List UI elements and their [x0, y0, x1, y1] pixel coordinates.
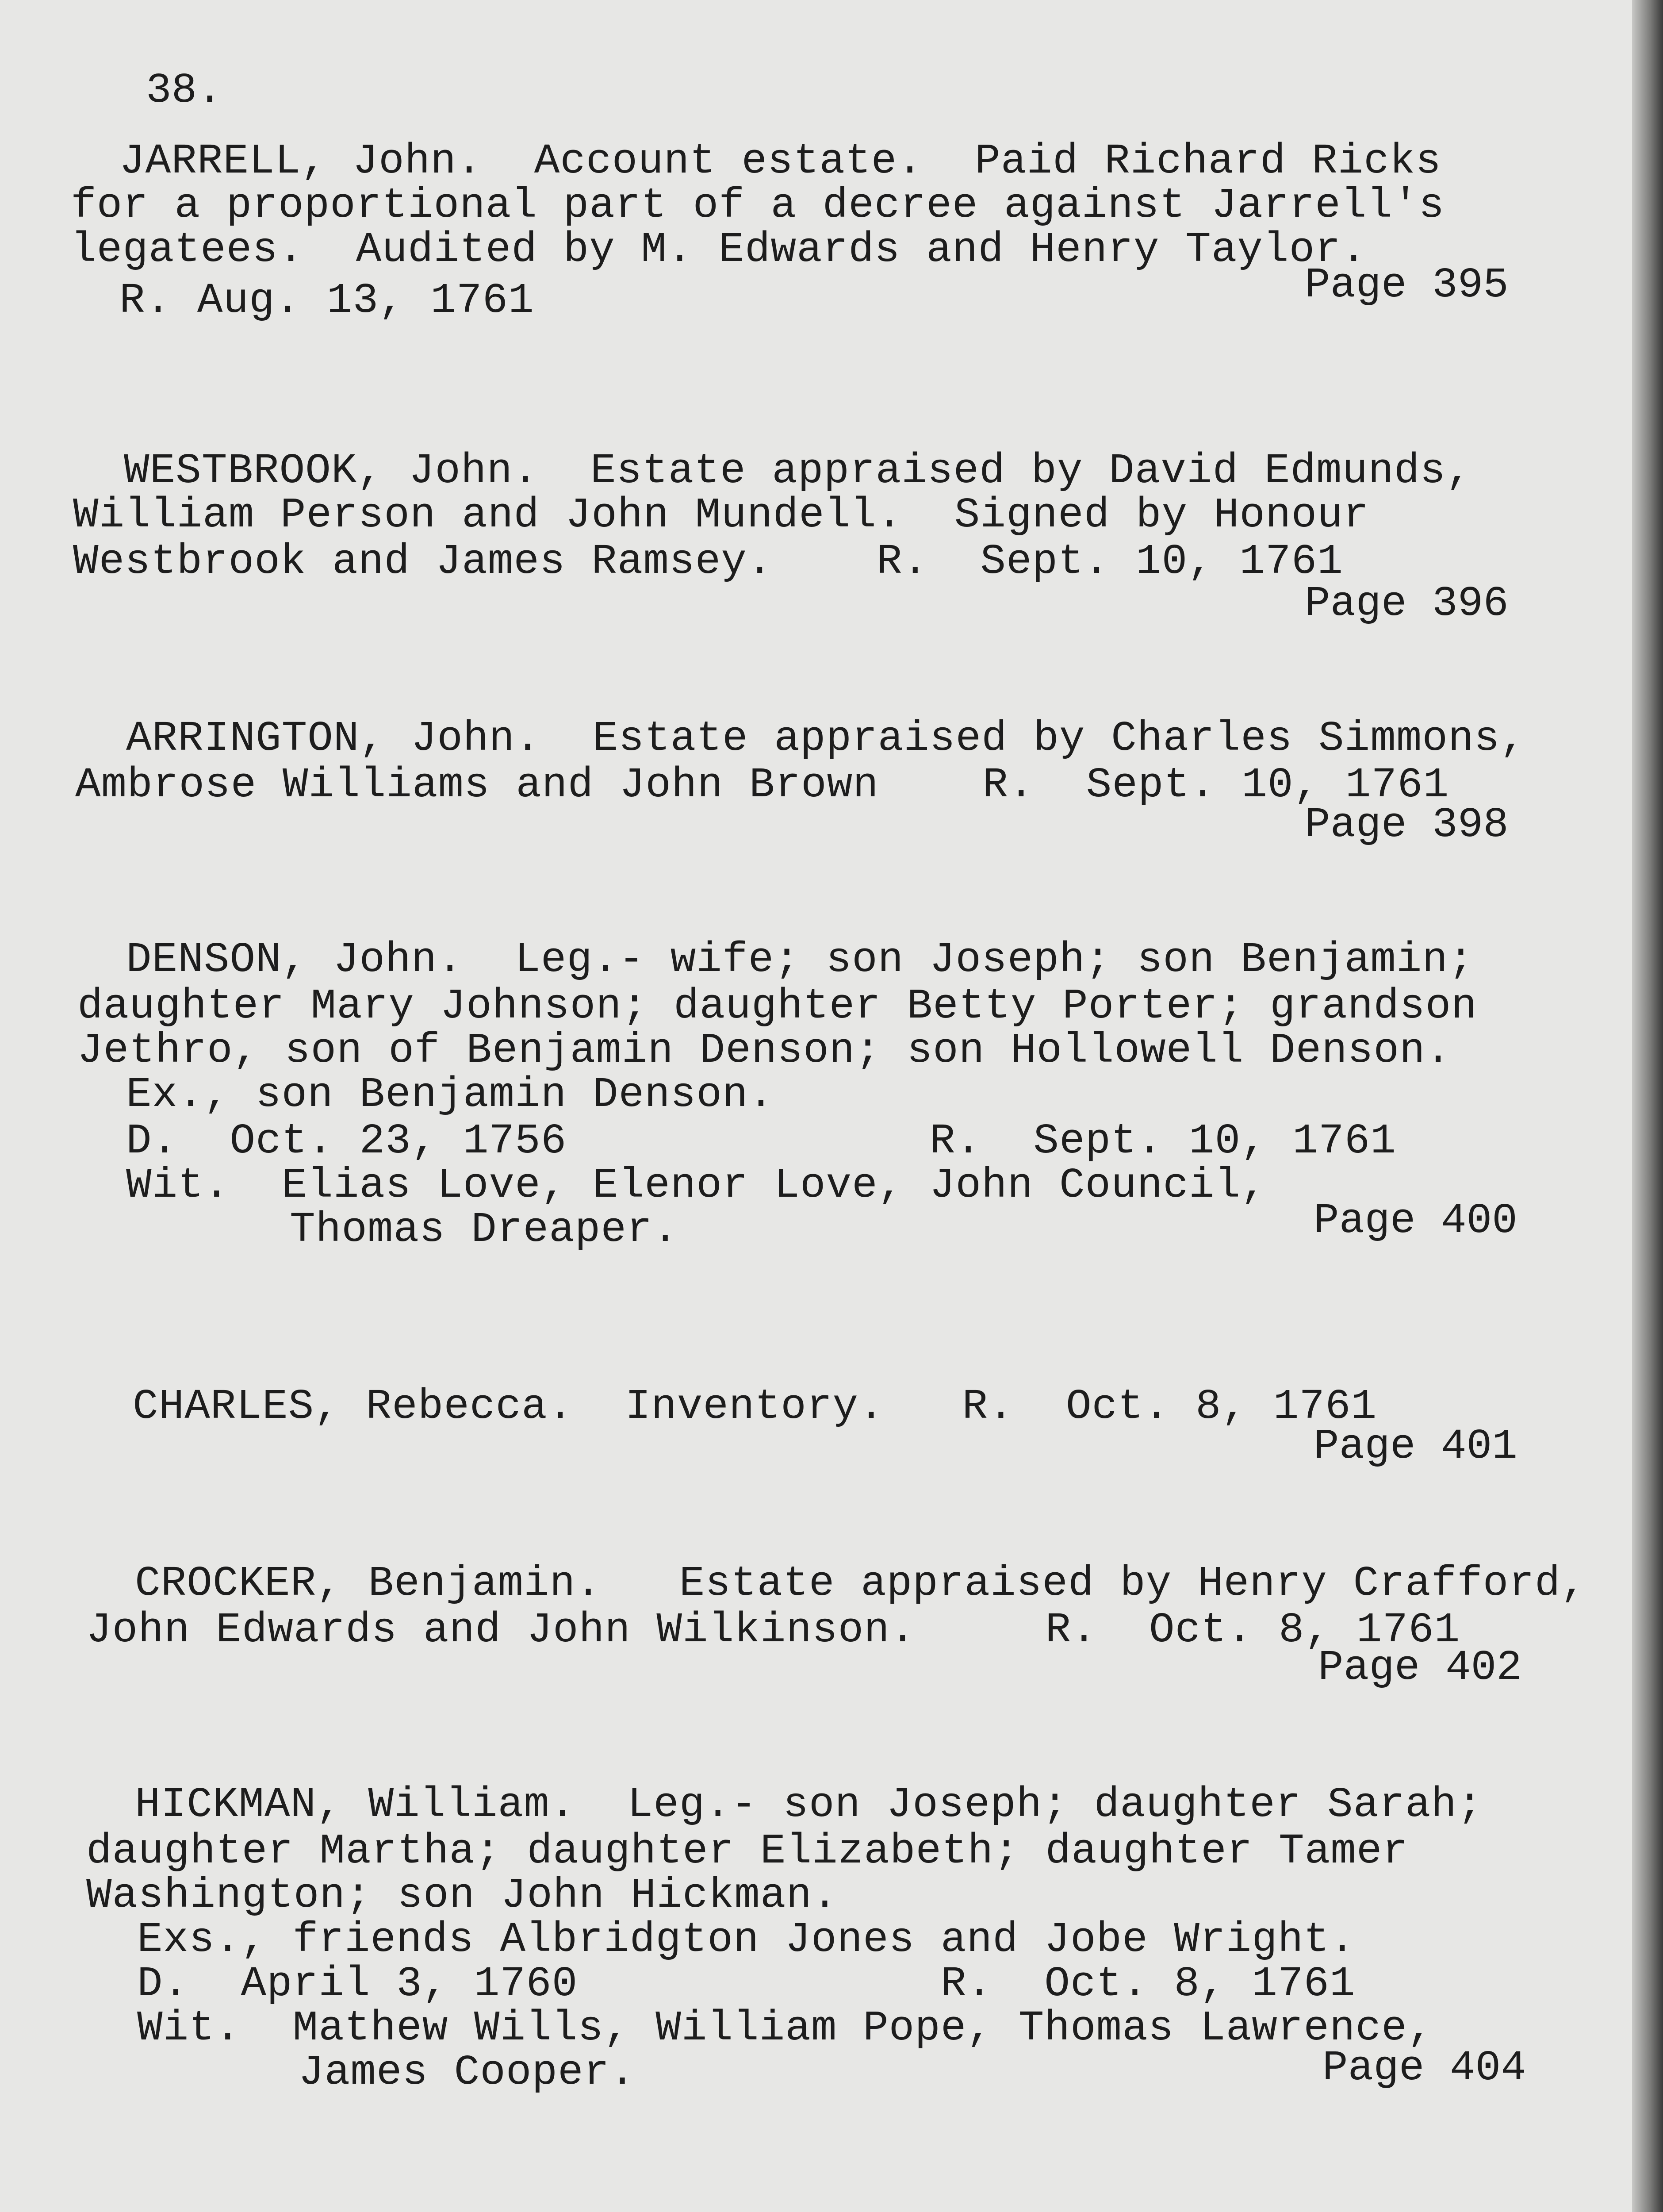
entry-line: Washington; son John Hickman.: [86, 1871, 838, 1920]
page-reference: Page 395: [1305, 261, 1509, 309]
page-reference: Page 398: [1305, 801, 1509, 849]
entry-line: ARRINGTON, John. Estate appraised by Charles Simmons,: [126, 714, 1526, 763]
entry-line: James Cooper.: [299, 2048, 636, 2097]
page-reference: Page 402: [1318, 1644, 1522, 1692]
entry-line: D. Oct. 23, 1756 R. Sept. 10, 1761: [126, 1117, 1396, 1165]
entry-line: legatees. Audited by M. Edwards and Henry Taylor.: [71, 226, 1367, 274]
entry-line: John Edwards and John Wilkinson. R. Oct. 8, 1761: [86, 1606, 1460, 1654]
entry-line: Jethro, son of Benjamin Denson; son Hollowell Denson.: [77, 1026, 1452, 1075]
entry-line: CROCKER, Benjamin. Estate appraised by Henry Crafford,: [135, 1559, 1587, 1608]
entry-line: Exs., friends Albridgton Jones and Jobe Wright.: [137, 1916, 1356, 1964]
page-number: 38.: [146, 66, 222, 115]
page-reference: Page 400: [1314, 1197, 1517, 1245]
page-reference: Page 401: [1314, 1422, 1517, 1471]
entry-line: daughter Mary Johnson; daughter Betty Porter; grandson: [77, 982, 1477, 1030]
entry-line: Thomas Dreaper.: [290, 1206, 679, 1254]
entry-line: R. Aug. 13, 1761: [119, 276, 534, 325]
entry-line: daughter Martha; daughter Elizabeth; daughter Tamer: [86, 1827, 1409, 1875]
entry-line: Wit. Mathew Wills, William Pope, Thomas Lawrence,: [137, 2004, 1433, 2052]
entry-line: WESTBROOK, John. Estate appraised by David Edmunds,: [124, 447, 1472, 495]
entry-line: for a proportional part of a decree against Jarrell's: [71, 181, 1445, 230]
entry-line: William Person and John Mundell. Signed by Honour: [73, 491, 1369, 539]
page-reference: Page 396: [1305, 580, 1509, 628]
entry-line: Ambrose Williams and John Brown R. Sept. 10, 1761: [75, 761, 1449, 809]
entry-line: CHARLES, Rebecca. Inventory. R. Oct. 8, 1761: [133, 1382, 1377, 1431]
entry-line: Westbrook and James Ramsey. R. Sept. 10, 1761: [73, 538, 1343, 586]
book-spine-shadow: [1632, 0, 1663, 2212]
page-reference: Page 404: [1322, 2044, 1526, 2092]
entry-line: D. April 3, 1760 R. Oct. 8, 1761: [137, 1960, 1356, 2008]
entry-line: Ex., son Benjamin Denson.: [126, 1071, 774, 1119]
entry-line: JARRELL, John. Account estate. Paid Richard Ricks: [119, 137, 1442, 185]
entry-line: Wit. Elias Love, Elenor Love, John Council,: [126, 1161, 1267, 1210]
entry-line: HICKMAN, William. Leg.- son Joseph; daughter Sarah;: [135, 1781, 1483, 1829]
entry-line: DENSON, John. Leg.- wife; son Joseph; son Benjamin;: [126, 936, 1474, 984]
